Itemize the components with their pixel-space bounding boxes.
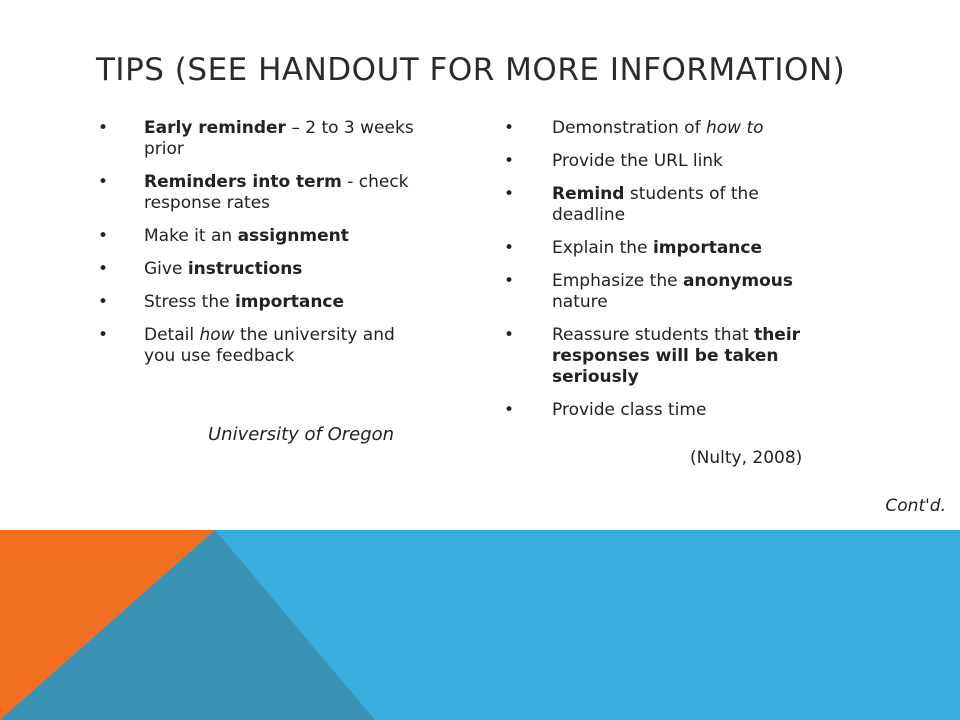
list-item <box>96 292 426 313</box>
continued-label: Cont'd. <box>885 496 946 516</box>
decorative-footer-band <box>0 530 960 720</box>
list-item <box>502 400 832 421</box>
right-tips-list <box>502 118 832 421</box>
item-text: Provide the URL link <box>552 151 723 171</box>
item-emphasis: how <box>199 325 235 345</box>
item-text: – 2 to 3 weeks prior <box>144 118 414 159</box>
item-text: Reassure students that <box>552 325 755 345</box>
item-text: nature <box>552 292 608 312</box>
right-source-citation: (Nulty, 2008) <box>690 448 803 468</box>
item-text: students of the deadline <box>552 184 759 225</box>
item-text: Emphasize the <box>552 271 683 291</box>
list-item <box>96 172 426 214</box>
item-bold: Reminders into term <box>144 172 342 192</box>
item-text: the university and you use feedback <box>144 325 395 366</box>
item-bold: instructions <box>187 259 303 279</box>
list-item <box>96 226 426 247</box>
item-bold: Early reminder <box>144 118 286 138</box>
right-column <box>502 118 832 433</box>
item-text: Detail <box>144 325 200 345</box>
item-text: Make it an <box>144 226 238 246</box>
item-text: - check response rates <box>144 172 409 213</box>
list-item <box>502 151 832 172</box>
item-emphasis: how to <box>705 118 764 138</box>
list-item <box>502 118 832 139</box>
item-text: Demonstration of <box>552 118 706 138</box>
item-bold: importance <box>652 238 763 258</box>
list-item <box>96 325 426 367</box>
left-column <box>96 118 426 379</box>
list-item <box>502 325 832 388</box>
item-bold: anonymous <box>682 271 794 291</box>
list-item <box>502 184 832 226</box>
left-source-citation: University of Oregon <box>208 424 395 445</box>
item-text: Give <box>144 259 188 279</box>
item-text: Explain the <box>552 238 653 258</box>
item-text: Provide class time <box>552 400 707 420</box>
item-bold: Remind <box>552 184 625 204</box>
item-bold: assignment <box>237 226 349 246</box>
list-item <box>502 271 832 313</box>
item-text: Stress the <box>144 292 235 312</box>
left-tips-list <box>96 118 426 367</box>
list-item <box>96 118 426 160</box>
list-item <box>502 238 832 259</box>
list-item <box>96 259 426 280</box>
slide-title: TIPS (SEE HANDOUT FOR MORE INFORMATION) <box>96 52 846 88</box>
item-bold: importance <box>234 292 345 312</box>
item-bold: their responses will be taken seriously <box>552 325 801 387</box>
